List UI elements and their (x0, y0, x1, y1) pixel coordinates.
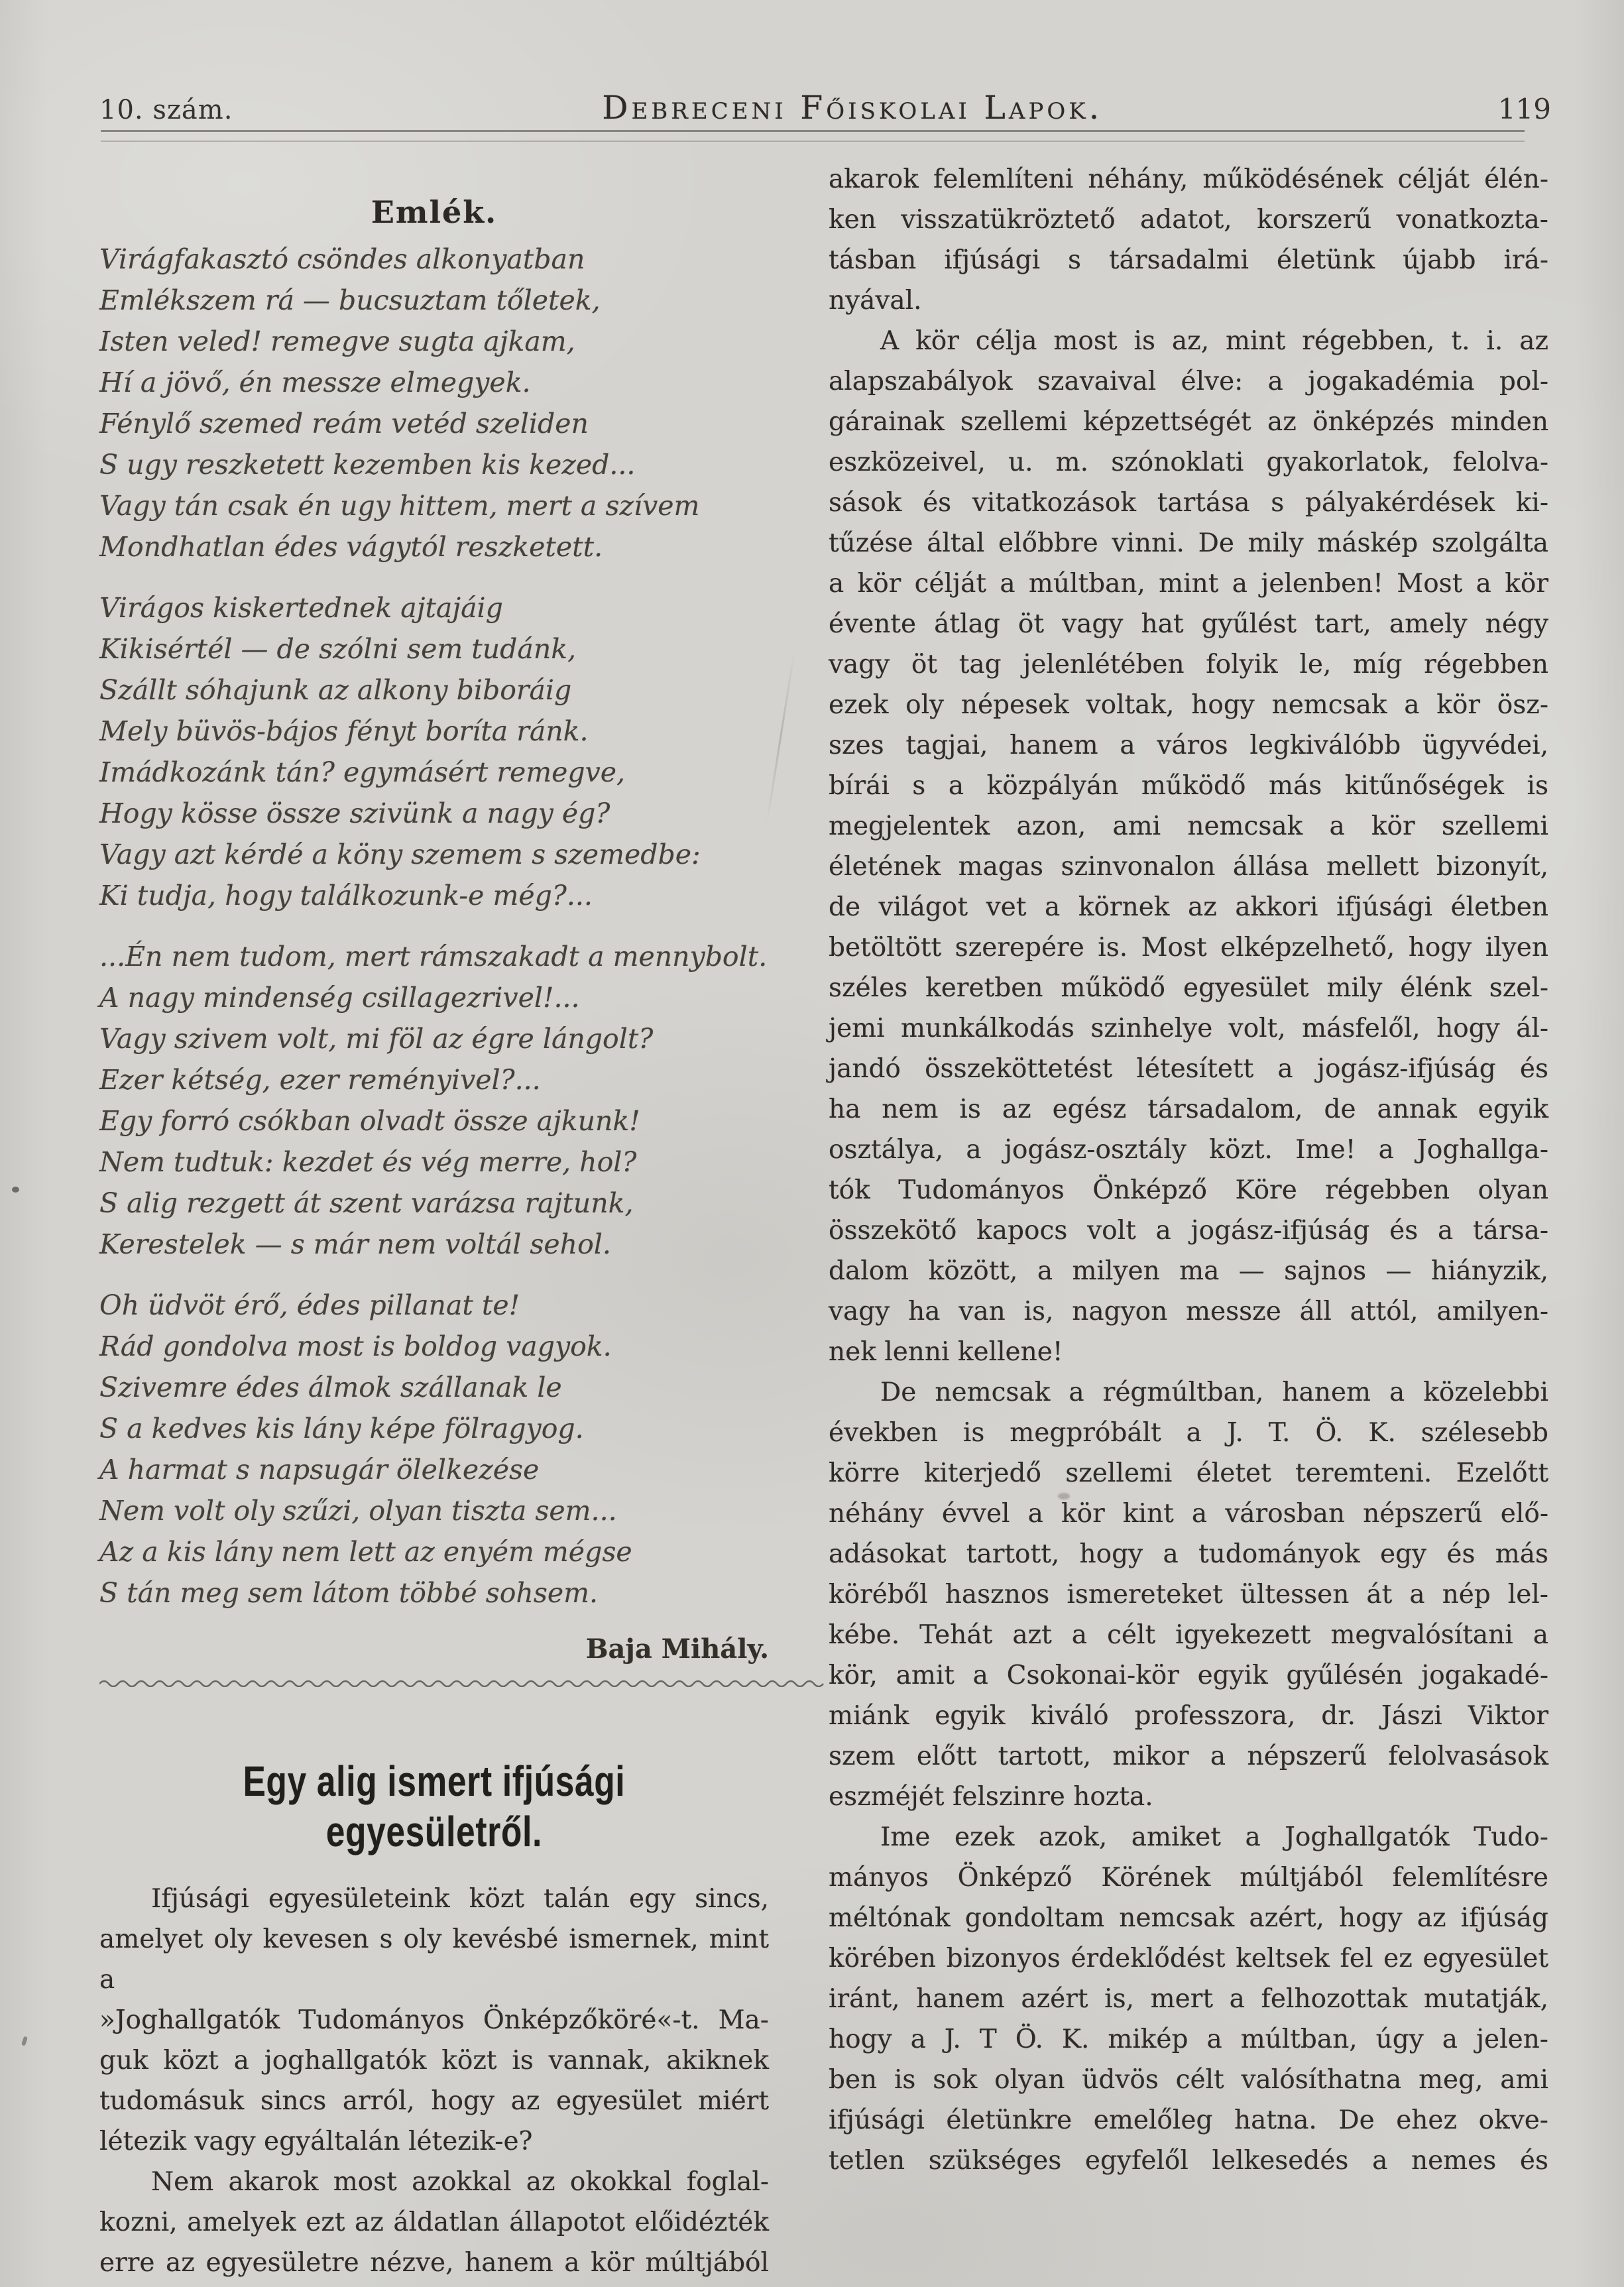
text-line: jemi munkálkodás szinhelye volt, másfelől, hogy ál- (829, 1014, 1548, 1043)
text-line: akarok felemlíteni néhány, működésének célját élén- (829, 164, 1548, 194)
poem-line: Nem volt oly szűzi, olyan tiszta sem... (99, 1495, 617, 1527)
wavy-line (99, 1676, 832, 1687)
poem-line: Szivemre édes álmok szállanak le (99, 1372, 562, 1403)
text-line: körében bizonyos érdeklődést keltsek fel ez egyesület (829, 1944, 1548, 1973)
text-line: kébe. Tehát azt a célt igyekezett megvalósítani a (829, 1620, 1548, 1650)
text-line: jandó összeköttetést létesített a jogász-ifjúság és (829, 1054, 1548, 1084)
text-line: tudomásuk sincs arról, hogy az egyesület miért (99, 2086, 769, 2116)
poem-stanza (99, 239, 769, 567)
text-line: alapszabályok szavaival élve: a jogakadémia pol- (829, 367, 1548, 396)
page-number: 119 (1497, 93, 1551, 125)
text-line: adásokat tartott, hogy a tudományok egy és más (829, 1539, 1548, 1569)
poem-line: Vagy azt kérdé a köny szemem s szemedbe: (99, 839, 701, 870)
poem-line: Virágfakasztó csöndes alkonyatban (99, 243, 585, 275)
poem-line: Oh üdvöt érő, édes pillanat te! (99, 1289, 520, 1321)
text-line: ha nem is az egész társadalom, de annak egyik (829, 1094, 1548, 1124)
header-rule (101, 130, 1525, 142)
text-line: méltónak gondoltam nemcsak azért, hogy az ifjúság (829, 1903, 1548, 1933)
text-line: eszközeivel, u. m. szónoklati gyakorlatok, felolva- (829, 447, 1548, 477)
text-line: Ifjúsági egyesületeink közt talán egy sincs, (151, 1884, 769, 1914)
text-line: szes tagjai, hanem a város legkiválóbb ügyvédei, (829, 731, 1548, 760)
text-line: a kör célját a múltban, mint a jelenben! Most a kör (829, 569, 1548, 599)
article-body-left (99, 1879, 769, 2283)
poem-line: Ezer kétség, ezer reményivel?... (99, 1064, 541, 1096)
text-line: amelyet oly kevesen s oly kevésbé ismernek, mint a (99, 1924, 769, 1995)
article-paragraph (829, 321, 1548, 1372)
poem-line: ...Én nem tudom, mert rámszakadt a mennybolt. (99, 941, 768, 972)
article-paragraph (829, 1817, 1548, 2181)
text-line: »Joghallgatók Tudományos Önképzőköré«-t. Ma- (99, 2005, 769, 2035)
text-line: tásban ifjúsági s társadalmi életünk újabb irá- (829, 245, 1548, 275)
poem-line: Vagy szivem volt, mi föl az égre lángolt? (99, 1023, 654, 1055)
poem-line: Az a kis lány nem lett az enyém mégse (99, 1536, 632, 1568)
text-line: évente átlag öt vagy hat gyűlést tart, amely négy (829, 609, 1548, 639)
text-line: gárainak szellemi képzettségét az önképzés minden (829, 407, 1548, 437)
article-heading-text: Egy alig ismert ifjúsági egyesületről. (243, 1757, 626, 1855)
text-line: kozni, amelyek ezt az áldatlan állapotot előidézték (99, 2207, 769, 2237)
text-line: köréből hasznos ismereteket ültessen át a nép lel- (829, 1580, 1548, 1610)
poem-line: Hogy kösse össze szivünk a nagy ég? (99, 797, 610, 829)
text-line: eszméjét felszinre hozta. (829, 1782, 1153, 1812)
poem-line: S tán meg sem látom többé sohsem. (99, 1577, 599, 1609)
text-line: ezek oly népesek voltak, hogy nemcsak a kör ösz- (829, 690, 1548, 720)
poem-line: Fénylő szemed reám vetéd szeliden (99, 408, 589, 440)
ink-speck (21, 2036, 28, 2046)
poem-line: Mondhatlan édes vágytól reszketett. (99, 531, 603, 563)
text-line: De nemcsak a régmúltban, hanem a közelebbi (880, 1378, 1548, 1407)
text-line: Ime ezek azok, amiket a Joghallgatók Tudo- (880, 1822, 1548, 1852)
poem-line: Virágos kiskertednek ajtajáig (99, 592, 503, 624)
poem-line: Rád gondolva most is boldog vagyok. (99, 1330, 612, 1362)
text-line: vagy ha van is, nagyon messze áll attól, amilyen- (829, 1297, 1548, 1326)
poem-line: Isten veled! remegve sugta ajkam, (99, 325, 575, 357)
text-line: iránt, hanem azért is, mert a felhozottak mutatják, (829, 1984, 1548, 2014)
poem-line: Kikisértél — de szólni sem tudánk, (99, 633, 577, 665)
text-line: Nem akarok most azokkal az okokkal foglal- (151, 2167, 769, 2197)
poem-section (99, 239, 769, 1613)
poem-line: Emlékszem rá — bucsuztam tőletek, (99, 284, 601, 316)
poem-line: Hí a jövő, én messze elmegyek. (99, 367, 531, 398)
text-line: dalom között, a milyen ma — sajnos — hiányzik, (829, 1256, 1548, 1286)
poem-line: S ugy reszketett kezemben kis kezed... (99, 449, 636, 481)
text-line: vagy öt tag jelenlétében folyik le, míg régebben (829, 650, 1548, 679)
poem-line: Vagy tán csak én ugy hittem, mert a szívem (99, 490, 700, 522)
ink-speck (12, 1187, 19, 1193)
text-line: megjelentek azon, ami nemcsak a kör szellemi (829, 811, 1548, 841)
text-line: bírái s a közpályán működő más kitűnőségek is (829, 771, 1548, 801)
poem-stanza (99, 936, 769, 1265)
scan-crease (766, 652, 795, 823)
left-column (99, 159, 769, 2283)
poem-line: Imádkozánk tán? egymásért remegve, (99, 756, 626, 788)
poem-title: Emlék. (371, 194, 498, 230)
text-line: A kör célja most is az, mint régebben, t. i. az (880, 326, 1548, 356)
text-line: de világot vet a körnek az akkori ifjúsági életben (829, 892, 1548, 922)
poem-line: A harmat s napsugár ölelkezése (99, 1454, 540, 1486)
article-paragraph (829, 159, 1548, 321)
text-line: létezik vagy egyáltalán létezik-e? (99, 2127, 533, 2156)
text-line: években is megpróbált a J. T. Ö. K. szélesebb (829, 1418, 1548, 1448)
text-line: erre az egyesületre nézve, hanem a kör múltjából (99, 2248, 769, 2278)
article-paragraph (829, 1372, 1548, 1817)
text-line: guk közt a joghallgatók közt is vannak, akiknek (99, 2046, 769, 2076)
ink-speck (1058, 1493, 1070, 1499)
poem-stanza (99, 1285, 769, 1613)
section-divider (99, 1676, 769, 1687)
poem-stanza (99, 587, 769, 916)
poem-line: Kerestelek — s már nem voltál sehol. (99, 1228, 611, 1260)
text-line: kör, amit a Csokonai-kör egyik gyűlésén jogakadé- (829, 1661, 1548, 1690)
text-line: betöltött szerepére is. Most elképzelhető, hogy ilyen (829, 933, 1548, 963)
text-line: néhány évvel a kör kint a városban népszerű elő- (829, 1499, 1548, 1529)
text-line: körre kiterjedő szellemi életet teremteni. Ezelőtt (829, 1458, 1548, 1488)
article-paragraph (99, 1879, 769, 2162)
poem-line: A nagy mindenség csillagezrivel!... (99, 982, 580, 1014)
right-column (829, 159, 1548, 2181)
poem-line: Szállt sóhajunk az alkony biboráig (99, 674, 572, 706)
journal-title: Debreceni Főiskolai Lapok. (602, 89, 1103, 127)
text-line: ben is sok olyan üdvös célt valósíthatna meg, ami (829, 2065, 1548, 2095)
page-header (99, 89, 1551, 127)
poem-line: Ki tudja, hogy találkozunk-e még?... (99, 880, 593, 911)
text-line: nyával. (829, 286, 922, 316)
article-paragraph (99, 2162, 769, 2283)
text-line: széles keretben működő egyesület mily élénk szel- (829, 973, 1548, 1003)
issue-label: 10. szám. (99, 95, 233, 125)
article-body-right (829, 159, 1548, 2181)
text-line: miánk egyik kiváló professzora, dr. Jászi Viktor (829, 1701, 1548, 1731)
poem-line: Egy forró csókban olvadt össze ajkunk! (99, 1105, 640, 1137)
poem-line: S alig rezgett át szent varázsa rajtunk, (99, 1187, 634, 1219)
text-line: összekötő kapocs volt a jogász-ifjúság és a társa- (829, 1216, 1548, 1246)
poem-author: Baja Mihály. (585, 1633, 769, 1665)
text-line: szem előtt tartott, mikor a népszerű felolvasások (829, 1741, 1548, 1771)
text-line: ken visszatükröztető adatot, korszerű vonatkozta- (829, 205, 1548, 235)
text-line: hogy a J. T Ö. K. mikép a múltban, úgy a jelen- (829, 2024, 1548, 2054)
text-line: életének magas szinvonalon állása mellett bizonyít, (829, 852, 1548, 882)
text-line: mányos Önképző Körének múltjából felemlítésre (829, 1863, 1548, 1893)
text-line: ifjúsági életünkre emelőleg hatna. De ehez okve- (829, 2105, 1548, 2135)
text-line: tók Tudományos Önképző Köre régebben olyan (829, 1175, 1548, 1205)
text-line: tetlen szükséges egyfelől lelkesedés a nemes és (829, 2146, 1548, 2176)
poem-line: Nem tudtuk: kezdet és vég merre, hol? (99, 1146, 637, 1178)
poem-line: Mely büvös-bájos fényt boríta ránk. (99, 715, 589, 747)
text-line: tűzése által előbbre vinni. De mily máskép szolgálta (829, 528, 1548, 558)
text-line: nek lenni kellene! (829, 1337, 1063, 1367)
text-line: osztálya, a jogász-osztály közt. Ime! a Joghallga- (829, 1135, 1548, 1165)
article-heading (99, 1756, 769, 1868)
poem-line: S a kedves kis lány képe fölragyog. (99, 1413, 584, 1444)
text-line: sások és vitatkozások tartása s pályakérdések ki- (829, 488, 1548, 518)
